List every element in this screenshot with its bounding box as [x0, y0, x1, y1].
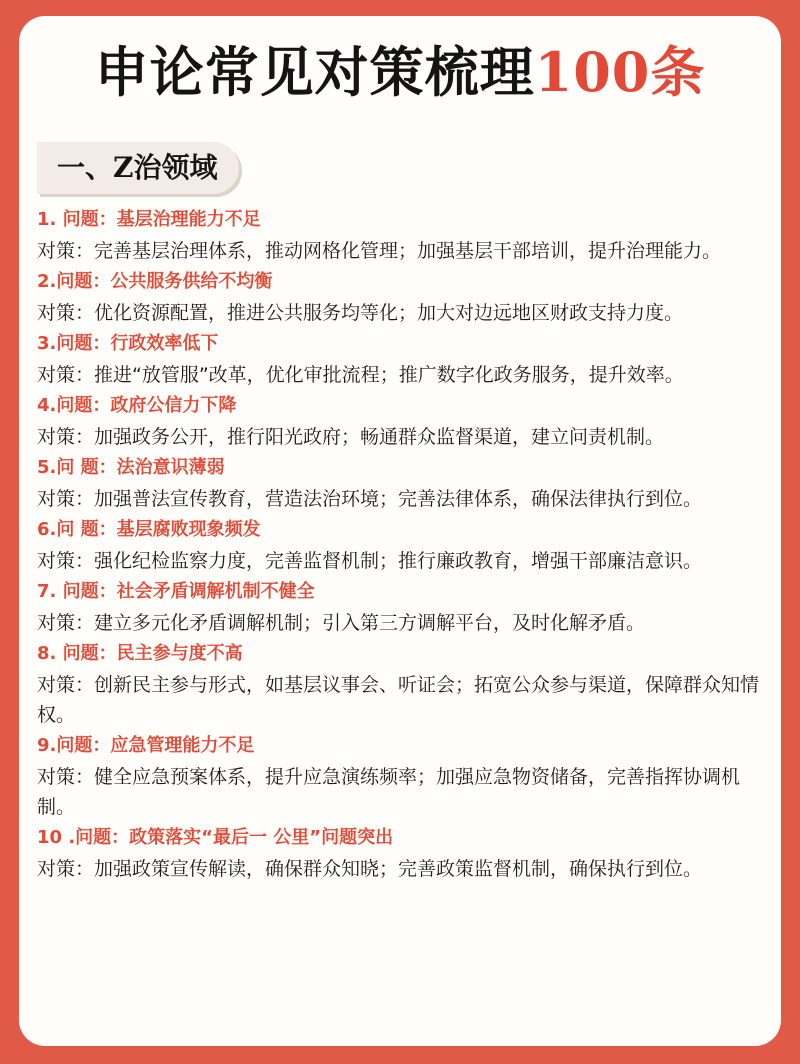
item-answer: 对策：加强政策宣传解读，确保群众知晓；完善政策监督机制，确保执行到位。 — [37, 858, 703, 880]
list-item — [37, 328, 767, 390]
item-answer: 对策：健全应急预案体系，提升应急演练频率；加强应急物资储备，完善指挥协调机制。 — [37, 766, 741, 818]
list-item — [37, 204, 767, 266]
title-accent: 100条 — [534, 40, 706, 104]
list-item — [37, 390, 767, 452]
title-main: 申论常见对策梳理 — [94, 40, 535, 104]
item-question: 5.问 题：法治意识薄弱 — [37, 457, 225, 478]
list-item — [37, 452, 767, 514]
item-answer: 对策：创新民主参与形式，如基层议事会、听证会；拓宽公众参与渠道，保障群众知情 权。 — [37, 674, 760, 726]
item-question: 1. 问题：基层治理能力不足 — [37, 209, 261, 230]
list-item — [37, 822, 767, 884]
item-question: 3.问题：行政效率低下 — [37, 333, 219, 354]
item-question: 10 .问题：政策落实“最后一 公里”问题突出 — [37, 827, 394, 848]
item-question: 8. 问题：民主参与度不高 — [37, 643, 243, 664]
item-answer: 对策：优化资源配置，推进公共服务均等化；加大对边远地区财政支持力度。 — [37, 302, 684, 324]
item-list — [37, 204, 767, 884]
list-item — [37, 638, 767, 730]
list-item — [37, 576, 767, 638]
list-item — [37, 730, 767, 822]
item-answer: 对策：加强普法宣传教育，营造法治环境；完善法律体系，确保法律执行到位。 — [37, 488, 703, 510]
item-question: 2.问题：公共服务供给不均衡 — [37, 271, 273, 292]
item-answer: 对策：建立多元化矛盾调解机制；引入第三方调解平台，及时化解矛盾。 — [37, 612, 646, 634]
item-answer: 对策：加强政务公开，推行阳光政府；畅通群众监督渠道，建立问责机制。 — [37, 426, 665, 448]
item-answer: 对策：推进“放管服”改革，优化审批流程；推广数字化政务服务，提升效率。 — [37, 364, 684, 386]
item-question: 9.问题：应急管理能力不足 — [37, 735, 255, 756]
list-item — [37, 514, 767, 576]
item-question: 6.问 题：基层腐败现象频发 — [37, 519, 261, 540]
page-title — [19, 32, 781, 112]
item-question: 7. 问题：社会矛盾调解机制不健全 — [37, 581, 315, 602]
item-question: 4.问题：政府公信力下降 — [37, 395, 237, 416]
list-item — [37, 266, 767, 328]
item-answer: 对策：完善基层治理体系，推动网格化管理；加强基层干部培训，提升治理能力。 — [37, 240, 722, 262]
section-heading: 一、Z治领域 — [37, 142, 239, 194]
content-card — [19, 16, 781, 1046]
item-answer: 对策：强化纪检监察力度，完善监督机制；推行廉政教育，增强干部廉洁意识。 — [37, 550, 703, 572]
